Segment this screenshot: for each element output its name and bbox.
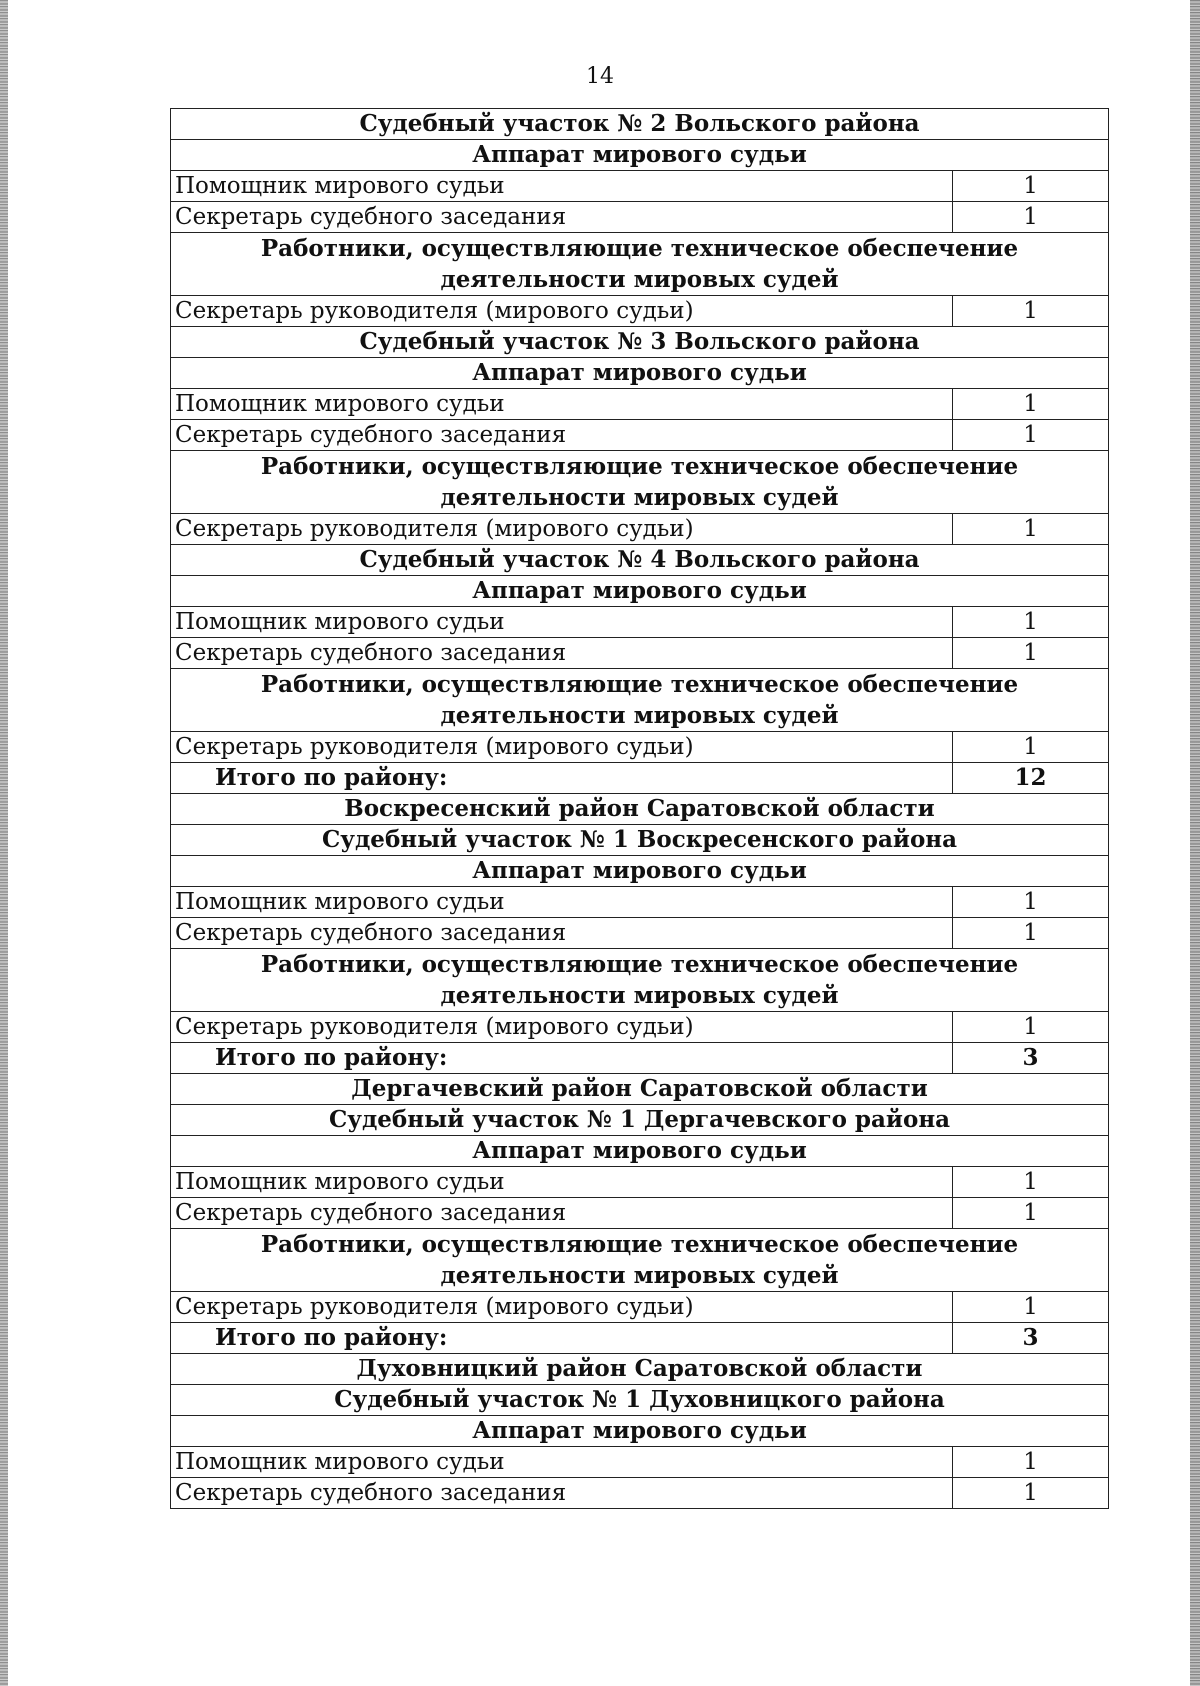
- position-row: [171, 296, 1109, 327]
- position-row: [171, 918, 1109, 949]
- position-row: [171, 1478, 1109, 1509]
- position-name: Помощник мирового судьи: [171, 1167, 953, 1198]
- section-heading: Судебный участок № 1 Дергачевского района: [171, 1105, 1109, 1136]
- section-heading: Дергачевский район Саратовской области: [171, 1074, 1109, 1105]
- section-heading: Воскресенский район Саратовской области: [171, 794, 1109, 825]
- section-heading-row: [171, 669, 1109, 732]
- position-count: 1: [953, 607, 1109, 638]
- position-name: Помощник мирового судьи: [171, 171, 953, 202]
- section-heading: Судебный участок № 1 Духовницкого района: [171, 1385, 1109, 1416]
- position-row: [171, 389, 1109, 420]
- section-heading-row: [171, 949, 1109, 1012]
- section-heading-row: [171, 1354, 1109, 1385]
- position-name: Секретарь судебного заседания: [171, 1198, 953, 1229]
- staffing-table-body: [171, 109, 1109, 1509]
- section-heading-row: [171, 140, 1109, 171]
- position-row: [171, 607, 1109, 638]
- position-count: 1: [953, 1012, 1109, 1043]
- position-name: Секретарь судебного заседания: [171, 638, 953, 669]
- section-heading-row: [171, 451, 1109, 514]
- section-heading: Аппарат мирового судьи: [171, 1416, 1109, 1447]
- position-name: Секретарь судебного заседания: [171, 202, 953, 233]
- section-heading: Работники, осуществляющие техническое обеспечение деятельности мировых судей: [171, 669, 1109, 732]
- section-heading-row: [171, 233, 1109, 296]
- section-heading-row: [171, 1074, 1109, 1105]
- section-heading: Аппарат мирового судьи: [171, 1136, 1109, 1167]
- position-row: [171, 514, 1109, 545]
- position-name: Помощник мирового судьи: [171, 607, 953, 638]
- position-name: Секретарь руководителя (мирового судьи): [171, 732, 953, 763]
- position-name: Секретарь судебного заседания: [171, 1478, 953, 1509]
- position-count: 1: [953, 514, 1109, 545]
- section-heading-row: [171, 358, 1109, 389]
- position-name: Помощник мирового судьи: [171, 887, 953, 918]
- section-heading-row: [171, 576, 1109, 607]
- position-row: [171, 1447, 1109, 1478]
- district-total-row: [171, 1323, 1109, 1354]
- scan-edge-left: [0, 0, 8, 1686]
- section-heading-row: [171, 327, 1109, 358]
- position-count: 1: [953, 389, 1109, 420]
- section-heading-row: [171, 825, 1109, 856]
- section-heading: Судебный участок № 1 Воскресенского района: [171, 825, 1109, 856]
- position-name: Секретарь руководителя (мирового судьи): [171, 296, 953, 327]
- section-heading-row: [171, 794, 1109, 825]
- position-count: 1: [953, 171, 1109, 202]
- section-heading: Духовницкий район Саратовской области: [171, 1354, 1109, 1385]
- section-heading: Аппарат мирового судьи: [171, 358, 1109, 389]
- section-heading: Работники, осуществляющие техническое обеспечение деятельности мировых судей: [171, 451, 1109, 514]
- section-heading: Судебный участок № 2 Вольского района: [171, 109, 1109, 140]
- scan-edge-right: [1190, 0, 1200, 1686]
- section-heading-row: [171, 1385, 1109, 1416]
- position-count: 1: [953, 202, 1109, 233]
- total-count: 3: [953, 1323, 1109, 1354]
- position-row: [171, 638, 1109, 669]
- position-name: Секретарь руководителя (мирового судьи): [171, 1292, 953, 1323]
- position-row: [171, 887, 1109, 918]
- position-row: [171, 732, 1109, 763]
- position-row: [171, 171, 1109, 202]
- position-name: Помощник мирового судьи: [171, 1447, 953, 1478]
- position-count: 1: [953, 1198, 1109, 1229]
- section-heading-row: [171, 109, 1109, 140]
- position-count: 1: [953, 1478, 1109, 1509]
- section-heading-row: [171, 1229, 1109, 1292]
- position-count: 1: [953, 1167, 1109, 1198]
- position-count: 1: [953, 732, 1109, 763]
- position-count: 1: [953, 1292, 1109, 1323]
- total-count: 12: [953, 763, 1109, 794]
- position-name: Помощник мирового судьи: [171, 389, 953, 420]
- section-heading-row: [171, 1416, 1109, 1447]
- position-row: [171, 1167, 1109, 1198]
- section-heading: Судебный участок № 3 Вольского района: [171, 327, 1109, 358]
- total-label: Итого по району:: [171, 1323, 953, 1354]
- section-heading: Работники, осуществляющие техническое обеспечение деятельности мировых судей: [171, 233, 1109, 296]
- section-heading-row: [171, 856, 1109, 887]
- position-name: Секретарь руководителя (мирового судьи): [171, 1012, 953, 1043]
- page-number: 14: [586, 64, 614, 89]
- section-heading-row: [171, 545, 1109, 576]
- district-total-row: [171, 763, 1109, 794]
- position-count: 1: [953, 296, 1109, 327]
- position-row: [171, 1292, 1109, 1323]
- district-total-row: [171, 1043, 1109, 1074]
- section-heading: Аппарат мирового судьи: [171, 140, 1109, 171]
- position-count: 1: [953, 887, 1109, 918]
- total-label: Итого по району:: [171, 763, 953, 794]
- section-heading: Аппарат мирового судьи: [171, 576, 1109, 607]
- position-row: [171, 1198, 1109, 1229]
- position-row: [171, 420, 1109, 451]
- position-count: 1: [953, 1447, 1109, 1478]
- total-label: Итого по району:: [171, 1043, 953, 1074]
- position-count: 1: [953, 638, 1109, 669]
- position-name: Секретарь судебного заседания: [171, 918, 953, 949]
- section-heading: Аппарат мирового судьи: [171, 856, 1109, 887]
- section-heading: Судебный участок № 4 Вольского района: [171, 545, 1109, 576]
- section-heading: Работники, осуществляющие техническое обеспечение деятельности мировых судей: [171, 949, 1109, 1012]
- section-heading-row: [171, 1136, 1109, 1167]
- position-row: [171, 1012, 1109, 1043]
- position-row: [171, 202, 1109, 233]
- section-heading: Работники, осуществляющие техническое обеспечение деятельности мировых судей: [171, 1229, 1109, 1292]
- section-heading-row: [171, 1105, 1109, 1136]
- position-count: 1: [953, 420, 1109, 451]
- staffing-table: [170, 108, 1109, 1509]
- position-name: Секретарь судебного заседания: [171, 420, 953, 451]
- position-name: Секретарь руководителя (мирового судьи): [171, 514, 953, 545]
- total-count: 3: [953, 1043, 1109, 1074]
- position-count: 1: [953, 918, 1109, 949]
